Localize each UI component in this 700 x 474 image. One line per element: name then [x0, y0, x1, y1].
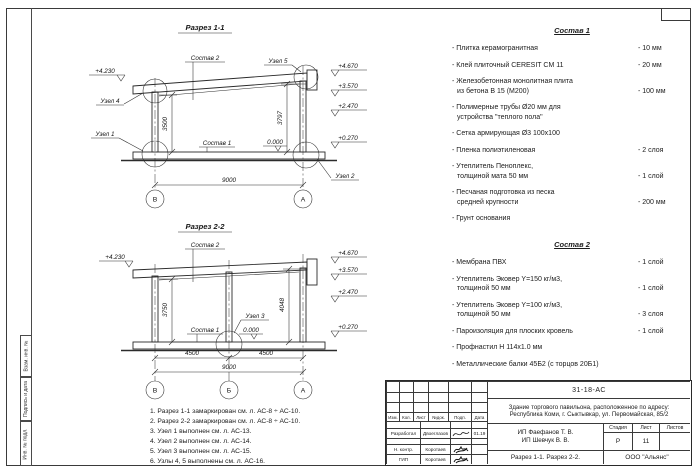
sheet-label: Лист [632, 423, 659, 432]
date-cell: 01.19 [471, 428, 487, 438]
grid-letter: Б [226, 387, 232, 395]
signature-scribble [452, 445, 470, 454]
item-text: - Металлические балки 45Б2 (с торцов 20Б1) [452, 360, 599, 368]
note-item: 6. Узлы 4, 5 выполнены см. л. АС-16. [150, 458, 266, 465]
callout-text: Узел 2 [335, 173, 355, 180]
list-item [452, 360, 692, 370]
margin-label: Подпись и дата [23, 381, 29, 417]
item-text: - Полимерные трубы Ø20 мм для [452, 104, 561, 111]
item-value: - 1 слой [638, 327, 664, 335]
grid-letter: А [300, 196, 306, 204]
elevation-text: +4.230 [105, 254, 125, 261]
elevation-left-4230 [89, 68, 125, 81]
item-text: - Плитка керамогранитная [452, 45, 538, 52]
signature-cell [450, 454, 471, 464]
item-value: - 1 слой [638, 172, 664, 180]
elevation-right-marks [331, 250, 367, 337]
item-text: - Сетка армирующая Ø3 100х100 [452, 130, 560, 137]
dim-text: 4500 [184, 350, 200, 357]
name-cell: Коротаев [420, 454, 450, 464]
blank-cell [450, 421, 471, 428]
section-2-2-title [178, 222, 232, 232]
uzel-1-callout [91, 131, 143, 151]
item-value: - 10 мм [638, 45, 662, 52]
elevation-text: +0.270 [338, 135, 358, 142]
corner-doc-box [661, 8, 691, 21]
item-value: - 1 слой [638, 259, 664, 266]
list-item [452, 301, 692, 320]
grid-letter: В [152, 387, 158, 395]
change-cell [428, 392, 448, 402]
item-text: толщиной 50 мм [457, 311, 511, 318]
role-cell: ГИП [386, 454, 420, 464]
signature-cell [450, 444, 471, 454]
section-2-2-drawing [35, 218, 380, 410]
sheet-title: Разрез 1-1. Разрез 2-2. [487, 450, 603, 464]
object-line-2: Республика Коми, г. Сыктывкар, ул. Первомайская, 85/2 [509, 411, 669, 418]
note-item: 1. Разрез 1-1 замаркирован см. л. АС-8 ÷ АС-10. [150, 408, 301, 415]
sostav-2-callout [185, 242, 225, 282]
col-list: Лист [413, 412, 428, 421]
change-cell [386, 381, 399, 392]
grid-bubbles [146, 381, 312, 399]
roof-slab [133, 259, 317, 285]
dim-text: 3797 [277, 110, 284, 126]
sostav-1-callout [199, 140, 235, 152]
item-text: - Утеплитель Эковер Y=100 кг/м3, [452, 301, 563, 309]
client-1: ИП Фаефанов Т. В. [517, 429, 574, 436]
change-cell [448, 381, 471, 392]
name-cell: Коротаев [420, 444, 450, 454]
dim-text: 4048 [279, 297, 286, 313]
elevation-text: +4.670 [338, 250, 358, 257]
margin-label: Инв. № подл. [23, 427, 29, 460]
col-kol: Кол. [399, 412, 413, 421]
list-item [452, 258, 692, 268]
item-text: устройства "теплого пола" [457, 113, 543, 121]
callout-text: Состав 2 [190, 55, 220, 62]
change-cell [413, 392, 428, 402]
grid-bubbles [146, 190, 312, 208]
item-text: толщиной 50 мм [457, 285, 511, 292]
sostav-1-callout [187, 327, 223, 342]
elevation-text: +2.470 [338, 103, 358, 110]
grid-letter: В [152, 196, 158, 204]
margin-label: Взам. инв. № [23, 340, 30, 372]
dim-left-3750 [159, 276, 178, 345]
list-item [452, 188, 692, 207]
elevation-text: +3.570 [338, 83, 358, 90]
callout-text: Узел 5 [268, 58, 288, 65]
stage-label: Стадия [603, 423, 632, 432]
sostav-1-panel [452, 26, 692, 231]
margin-cell-vzam [20, 335, 32, 377]
list-item [452, 61, 692, 71]
change-cell [471, 402, 487, 412]
blank-cell [386, 421, 420, 428]
uzel-4-callout [96, 93, 143, 105]
level-0000 [263, 139, 287, 151]
callout-text: Состав 1 [190, 327, 220, 334]
level-0000 [239, 327, 263, 339]
uzel-5-callout [264, 58, 301, 72]
parapet [307, 70, 317, 90]
change-cell [386, 402, 399, 412]
notes-list [150, 407, 392, 467]
item-text: - Утеплитель Эковер Y=150 кг/м3, [452, 275, 563, 283]
change-cell [448, 392, 471, 402]
uzel-2-callout [317, 159, 359, 180]
date-cell [471, 444, 487, 454]
title-block [385, 380, 692, 466]
list-item [452, 44, 692, 54]
elevation-right-marks [331, 63, 367, 148]
sheets-total [659, 432, 690, 450]
callout-text: Состав 1 [202, 140, 232, 147]
dim-text: 3750 [162, 302, 169, 318]
callout-text: Узел 4 [100, 98, 120, 105]
section-1-1-title [178, 23, 232, 33]
sostav-2-panel [452, 240, 692, 376]
change-cell [448, 402, 471, 412]
elevation-text: +2.470 [338, 289, 358, 296]
note-item: 4. Узел 2 выполнен см. л. АС-14. [150, 438, 252, 445]
date-cell [471, 454, 487, 464]
note-item: 3. Узел 1 выполнен см. л. АС-13. [150, 428, 252, 435]
company-name: ООО "Альянс" [603, 450, 690, 464]
item-text: толщиной мата 50 мм [457, 172, 529, 180]
change-cell [471, 392, 487, 402]
change-cell [399, 392, 413, 402]
change-cell [399, 402, 413, 412]
item-text: - Утеплитель Пеноплекс, [452, 163, 534, 170]
item-value: - 100 мм [638, 87, 666, 95]
dim-left-3500 [159, 92, 177, 155]
role-cell: Н. контр. [386, 444, 420, 454]
item-text: - Грунт основания [452, 215, 511, 222]
stage-value: Р [603, 432, 632, 450]
item-text: средней крупности [457, 198, 519, 206]
grid-letter: А [300, 387, 306, 395]
list-item [452, 77, 692, 96]
dim-text: 9000 [221, 364, 237, 371]
signature-cell [450, 428, 471, 438]
callout-text: Узел 3 [245, 313, 265, 320]
change-cell [413, 402, 428, 412]
item-value: - 1 слой [638, 285, 664, 292]
list-item [452, 343, 692, 353]
sostav-2-title: Состав 2 [554, 240, 590, 249]
signature-scribble [452, 430, 470, 438]
col-data: Дата [471, 412, 487, 421]
sheets-label: Листов [659, 423, 690, 432]
section-title-text: Разрез 1-1 [185, 23, 225, 32]
elevation-text: +4.230 [95, 68, 115, 75]
object-line-1: Здание торгового павильона, расположенное по адресу: [508, 403, 670, 411]
item-text: - Пленка полиэтиленовая [452, 146, 536, 154]
list-item [452, 214, 692, 224]
callout-text: Узел 1 [95, 131, 115, 138]
list-item [452, 275, 692, 294]
item-text: - Песчаная подготовка из песка [452, 189, 555, 196]
change-cell [413, 381, 428, 392]
note-item: 2. Разрез 2-2 замаркирован см. л. АС-8 ÷ АС-10. [150, 418, 301, 425]
object-description [487, 398, 690, 423]
level-text: 0.000 [267, 139, 283, 146]
name-cell: Двоеглазов [420, 428, 450, 438]
level-text: 0.000 [243, 327, 259, 334]
col-podp: Подп. [448, 412, 471, 421]
dim-right-4048 [279, 266, 306, 345]
col-ndok: №док. [428, 412, 448, 421]
client-names [487, 423, 603, 450]
item-text: из бетона В 15 (М200) [457, 87, 529, 95]
note-item: 5. Узел 3 выполнен см. л. АС-15. [150, 448, 252, 455]
col-izm: Изм. [386, 412, 399, 421]
blank-cell [420, 421, 450, 428]
item-value: - 2 слоя [638, 146, 664, 154]
change-cell [399, 381, 413, 392]
roof-slab [133, 70, 317, 96]
change-cell [428, 381, 448, 392]
grid-axes [155, 66, 303, 190]
doc-code: 31-18-АС [487, 381, 690, 398]
list-item [452, 103, 692, 122]
role-cell: Разработал [386, 428, 420, 438]
signature-scribble [452, 455, 470, 464]
list-item [452, 162, 692, 181]
sheet-number: 11 [632, 432, 659, 450]
change-cell [428, 402, 448, 412]
item-text: - Железобетонная монолитная плита [452, 78, 573, 85]
item-text: - Мембрана ПВХ [452, 259, 507, 266]
dim-text: 3500 [162, 116, 169, 132]
section-title-text: Разрез 2-2 [185, 222, 225, 231]
dim-text: 4500 [258, 350, 274, 357]
elevation-left-4230 [99, 254, 133, 267]
item-text: - Клей плиточный CERESIT CM 11 [452, 61, 564, 69]
margin-cell-podpis [20, 377, 32, 421]
floor-slab [121, 152, 337, 161]
elevation-text: +4.670 [338, 63, 358, 70]
list-item [452, 129, 692, 139]
elevation-text: +3.570 [338, 267, 358, 274]
margin-cell-inv [20, 421, 32, 466]
node-circles [142, 65, 319, 168]
elevation-text: +0.270 [338, 324, 358, 331]
sostav-1-title: Состав 1 [554, 26, 590, 35]
callout-text: Состав 2 [190, 242, 220, 249]
change-cell [471, 381, 487, 392]
blank-cell [471, 421, 487, 428]
item-value: - 200 мм [638, 198, 666, 206]
parapet [307, 259, 317, 285]
dim-span-9000 [152, 177, 306, 188]
item-text: - Пароизоляция для плоских кровель [452, 327, 573, 335]
dim-text: 9000 [221, 177, 237, 184]
item-value: - 20 мм [638, 61, 662, 69]
list-item [452, 327, 692, 337]
item-value: - 3 слоя [638, 311, 664, 318]
client-2: ИП Шевчук В. В. [521, 437, 570, 444]
item-text: - Профнастил Н 114х1.0 мм [452, 344, 543, 351]
change-cell [386, 392, 399, 402]
list-item [452, 146, 692, 156]
section-1-1-drawing [35, 18, 380, 215]
